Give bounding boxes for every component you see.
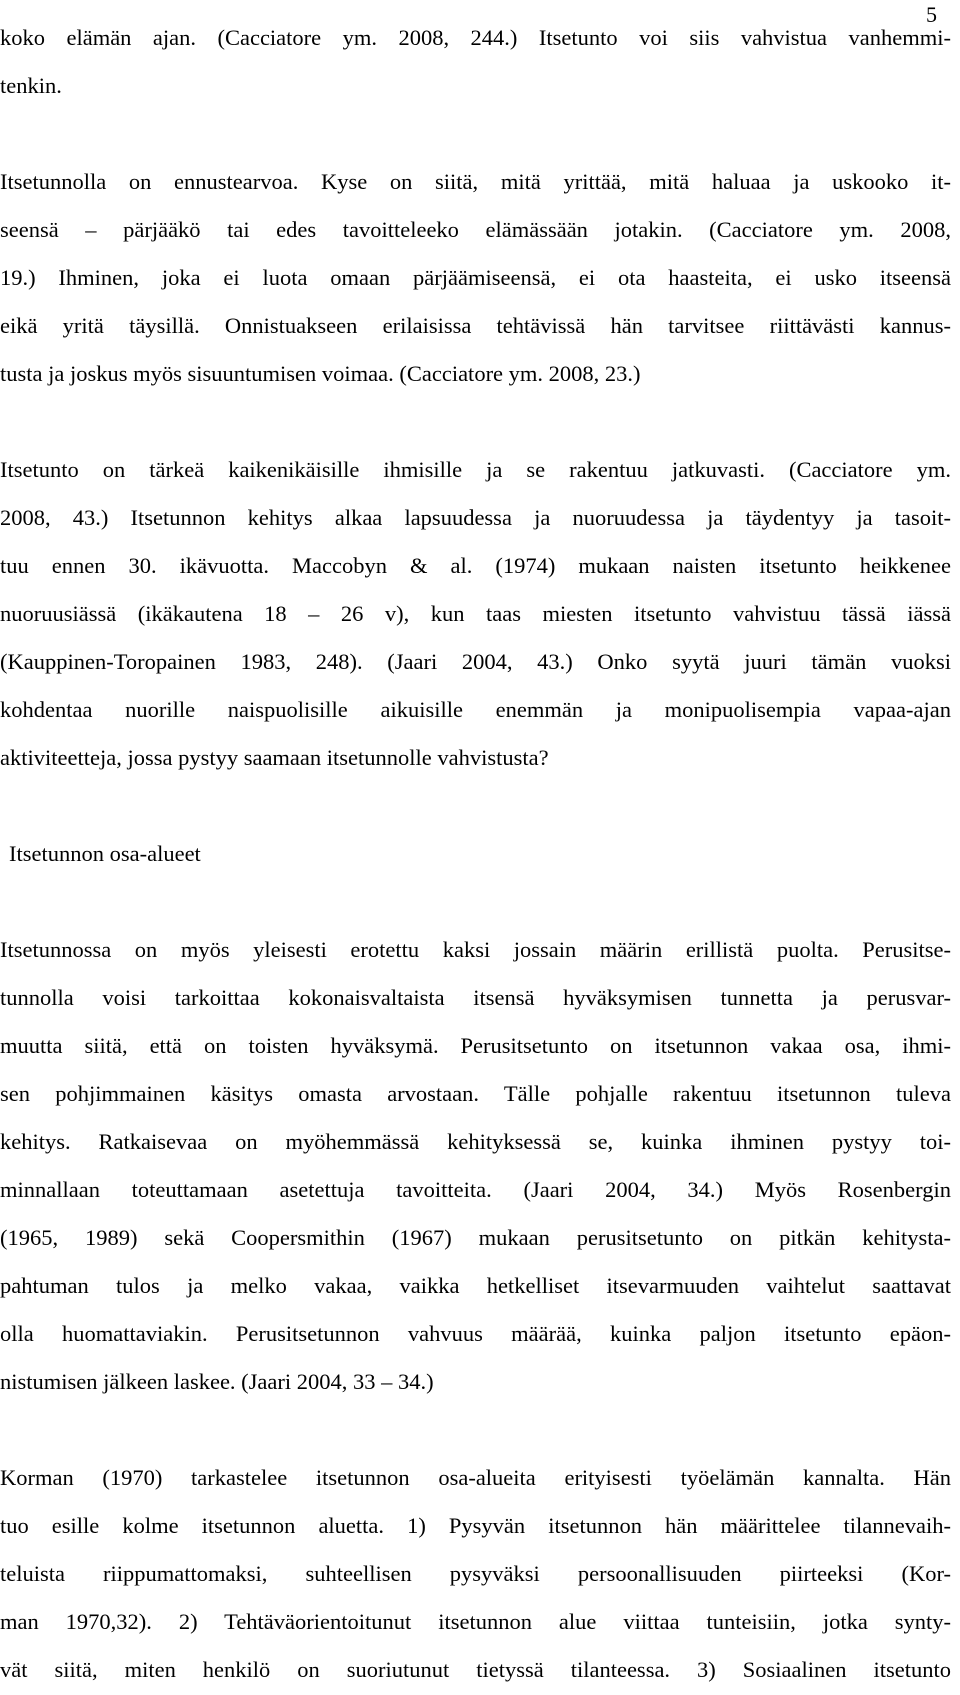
text-line: olla huomattaviakin. Perusitsetunnon vahvuus määrää, kuinka paljon itsetunto epäon- <box>0 1321 951 1346</box>
text-line: man 1970,32). 2) Tehtäväorientoitunut itsetunnon alue viittaa tunteisiin, jotka synty- <box>0 1609 951 1634</box>
text-line: 19.) Ihminen, joka ei luota omaan pärjäämiseensä, ei ota haasteita, ei usko itseensä <box>0 265 951 290</box>
text-line: teluista riippumattomaksi, suhteellisen pysyväksi persoonallisuuden piirteeksi (Kor- <box>0 1561 951 1586</box>
text-line: minnallaan toteuttamaan asetettuja tavoitteita. (Jaari 2004, 34.) Myös Rosenbergin <box>0 1177 951 1202</box>
paragraph-5 <box>0 1454 951 1694</box>
paragraph-3 <box>0 446 951 782</box>
text-line: 2008, 43.) Itsetunnon kehitys alkaa lapsuudessa ja nuoruudessa ja täydentyy ja tasoit- <box>0 505 951 530</box>
text-line: tenkin. <box>0 73 62 98</box>
text-line: muutta siitä, että on toisten hyväksymä. Perusitsetunto on itsetunnon vakaa osa, ihmi- <box>0 1033 951 1058</box>
paragraph-gap <box>0 110 951 158</box>
paragraph-gap <box>0 1406 951 1454</box>
text-line: nistumisen jälkeen laskee. (Jaari 2004, 33 – 34.) <box>0 1369 434 1394</box>
text-line: tuo esille kolme itsetunnon aluetta. 1) Pysyvän itsetunnon hän määrittelee tilannevaih- <box>0 1513 951 1538</box>
text-line: tunnolla voisi tarkoittaa kokonaisvaltaista itsensä hyväksymisen tunnetta ja perusvar- <box>0 985 951 1010</box>
paragraph-gap <box>0 782 951 830</box>
text-line: kohdentaa nuorille naispuolisille aikuisille enemmän ja monipuolisempia vapaa-ajan <box>0 697 951 722</box>
text-line: tusta ja joskus myös sisuuntumisen voimaa. (Cacciatore ym. 2008, 23.) <box>0 361 641 386</box>
page-number: 5 <box>926 2 937 27</box>
text-line: seensä – pärjääkö tai edes tavoitteleeko elämässään jotakin. (Cacciatore ym. 2008, <box>0 217 951 242</box>
text-line: koko elämän ajan. (Cacciatore ym. 2008, 244.) Itsetunto voi siis vahvistua vanhemmi- <box>0 25 951 50</box>
text-line: (Kauppinen-Toropainen 1983, 248). (Jaari 2004, 43.) Onko syytä juuri tämän vuoksi <box>0 649 951 674</box>
text-line: sen pohjimmainen käsitys omasta arvostaan. Tälle pohjalle rakentuu itsetunnon tuleva <box>0 1081 951 1106</box>
text-line: Itsetunto on tärkeä kaikenikäisille ihmisille ja se rakentuu jatkuvasti. (Cacciatore ym. <box>0 457 951 482</box>
text-line: tuu ennen 30. ikävuotta. Maccobyn & al. (1974) mukaan naisten itsetunto heikkenee <box>0 553 951 578</box>
text-line: pahtuman tulos ja melko vakaa, vaikka hetkelliset itsevarmuuden vaihtelut saattavat <box>0 1273 951 1298</box>
section-heading: Itsetunnon osa-alueet <box>9 841 201 866</box>
text-line: kehitys. Ratkaisevaa on myöhemmässä kehityksessä se, kuinka ihminen pystyy toi- <box>0 1129 951 1154</box>
text-line: aktiviteetteja, jossa pystyy saamaan itsetunnolle vahvistusta? <box>0 745 549 770</box>
paragraph-gap <box>0 878 951 926</box>
text-line: (1965, 1989) sekä Coopersmithin (1967) mukaan perusitsetunto on pitkän kehitysta- <box>0 1225 951 1250</box>
paragraph-4 <box>0 926 951 1406</box>
text-line: Itsetunnolla on ennustearvoa. Kyse on siitä, mitä yrittää, mitä haluaa ja uskooko it- <box>0 169 951 194</box>
paragraph-gap <box>0 398 951 446</box>
paragraph-2 <box>0 158 951 398</box>
text-line: Itsetunnossa on myös yleisesti erotettu kaksi jossain määrin erillistä puolta. Perusitse- <box>0 937 951 962</box>
text-line: eikä yritä täysillä. Onnistuakseen erilaisissa tehtävissä hän tarvitsee riittävästi kannus- <box>0 313 951 338</box>
text-line: vät siitä, miten henkilö on suoriutunut tietyssä tilanteessa. 3) Sosiaalinen itsetunto <box>0 1657 951 1682</box>
paragraph-1 <box>0 14 951 110</box>
text-line: Korman (1970) tarkastelee itsetunnon osa-alueita erityisesti työelämän kannalta. Hän <box>0 1465 951 1490</box>
document-body <box>0 14 951 1694</box>
text-line: nuoruusiässä (ikäkautena 18 – 26 v), kun taas miesten itsetunto vahvistuu tässä iässä <box>0 601 951 626</box>
